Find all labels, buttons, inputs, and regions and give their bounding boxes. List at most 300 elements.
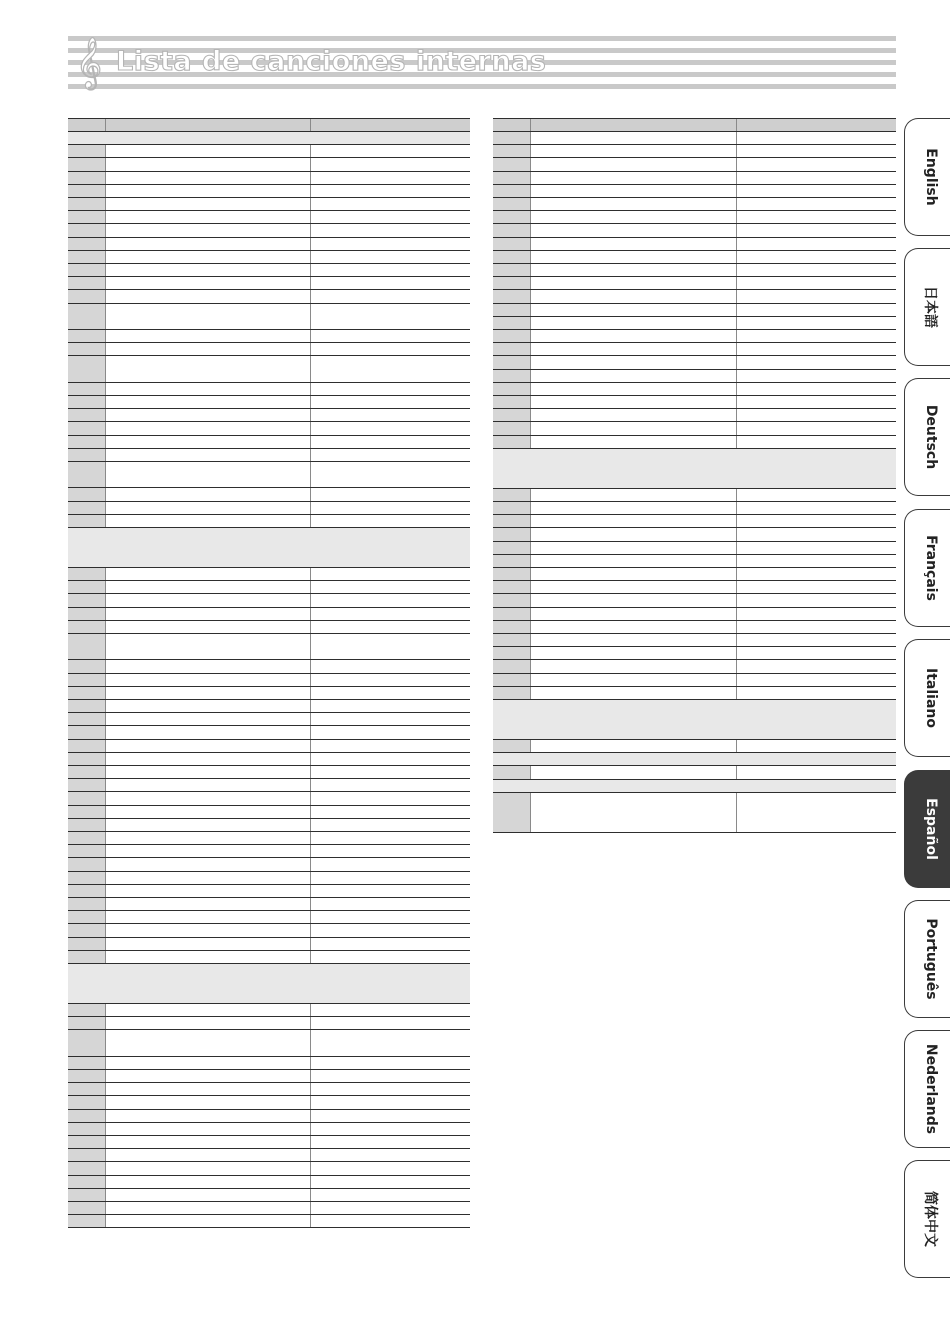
composer-cell	[311, 885, 470, 897]
song-number-cell	[68, 158, 106, 170]
song-number-cell	[68, 1162, 106, 1174]
song-title-cell	[531, 343, 737, 355]
song-title-cell	[531, 330, 737, 342]
song-number-cell	[493, 290, 531, 302]
composer-cell	[311, 396, 470, 408]
song-title-cell	[106, 792, 311, 804]
composer-cell	[737, 251, 896, 263]
table-section-row	[68, 964, 470, 1004]
song-title-cell	[106, 1110, 311, 1122]
song-title-cell	[531, 581, 737, 593]
song-number-cell	[68, 872, 106, 884]
composer-cell	[737, 370, 896, 382]
composer-cell	[311, 290, 470, 302]
composer-cell	[737, 647, 896, 659]
song-number-cell	[68, 515, 106, 527]
composer-cell	[737, 185, 896, 197]
table-row	[68, 832, 470, 845]
table-section-row	[68, 132, 470, 145]
composer-cell	[737, 145, 896, 157]
table-row	[68, 1215, 470, 1228]
table-row	[493, 251, 896, 264]
song-number-cell	[68, 1215, 106, 1227]
song-title-cell	[106, 409, 311, 421]
composer-cell	[311, 726, 470, 738]
page-title: Lista de canciones internas	[116, 46, 547, 77]
song-title-cell	[106, 1162, 311, 1174]
song-number-cell	[68, 264, 106, 276]
song-title-cell	[531, 370, 737, 382]
song-number-cell	[493, 608, 531, 620]
composer-cell	[311, 1004, 470, 1016]
language-tab-label: Italiano	[922, 668, 939, 728]
composer-cell	[311, 238, 470, 250]
song-number-cell	[493, 211, 531, 223]
table-row	[68, 660, 470, 673]
composer-cell	[311, 1083, 470, 1095]
language-tab-label: Français	[922, 535, 939, 601]
table-row	[68, 779, 470, 792]
song-title-cell	[531, 528, 737, 540]
song-number-cell	[493, 145, 531, 157]
table-row	[68, 819, 470, 832]
song-number-cell	[68, 1083, 106, 1095]
composer-cell	[311, 1096, 470, 1108]
song-title-cell	[106, 290, 311, 302]
song-number-cell	[68, 687, 106, 699]
song-title-cell	[106, 211, 311, 223]
composer-cell	[737, 581, 896, 593]
song-title-cell	[106, 1030, 311, 1055]
song-number-cell	[493, 238, 531, 250]
table-row	[493, 502, 896, 515]
table-row	[68, 356, 470, 382]
composer-cell	[311, 330, 470, 342]
table-row	[68, 911, 470, 924]
table-row	[68, 674, 470, 687]
composer-cell	[737, 594, 896, 606]
song-number-cell	[493, 581, 531, 593]
composer-cell	[311, 462, 470, 487]
composer-cell	[737, 409, 896, 421]
composer-cell	[311, 700, 470, 712]
song-number-cell	[68, 806, 106, 818]
song-number-cell	[493, 568, 531, 580]
composer-cell	[737, 224, 896, 236]
song-title-cell	[106, 806, 311, 818]
table-row	[68, 740, 470, 753]
composer-cell	[737, 290, 896, 302]
composer-cell	[737, 158, 896, 170]
table-row	[493, 356, 896, 369]
composer-cell	[311, 687, 470, 699]
song-number-cell	[68, 449, 106, 461]
table-row	[493, 145, 896, 158]
composer-cell	[737, 343, 896, 355]
composer-cell	[311, 1110, 470, 1122]
song-title-cell	[106, 924, 311, 936]
song-title-cell	[106, 1070, 311, 1082]
song-number-cell	[493, 356, 531, 368]
song-number-cell	[68, 1030, 106, 1055]
table-row	[68, 951, 470, 964]
song-title-cell	[106, 1004, 311, 1016]
table-row	[493, 370, 896, 383]
composer-cell	[311, 277, 470, 289]
song-number-cell	[493, 317, 531, 329]
song-number-cell	[68, 634, 106, 659]
table-row	[68, 251, 470, 264]
song-number-cell	[493, 555, 531, 567]
table-row	[493, 211, 896, 224]
song-title-cell	[106, 779, 311, 791]
song-number-cell	[68, 700, 106, 712]
composer-cell	[311, 621, 470, 633]
composer-cell	[311, 1162, 470, 1174]
composer-cell	[737, 172, 896, 184]
language-tab-6[interactable]	[904, 770, 950, 888]
composer-cell	[311, 872, 470, 884]
table-row	[68, 687, 470, 700]
composer-cell	[737, 304, 896, 316]
song-title-cell	[106, 832, 311, 844]
song-title-cell	[106, 608, 311, 620]
table-row	[493, 660, 896, 673]
song-title-cell	[106, 330, 311, 342]
table-row	[493, 304, 896, 317]
song-number-cell	[68, 911, 106, 923]
song-title-cell	[531, 356, 737, 368]
song-number-cell	[493, 158, 531, 170]
song-number-cell	[68, 356, 106, 381]
table-row	[493, 436, 896, 449]
table-row	[68, 1176, 470, 1189]
song-number-cell	[493, 502, 531, 514]
composer-cell	[737, 674, 896, 686]
language-tab-3[interactable]	[904, 378, 950, 496]
song-number-cell	[68, 753, 106, 765]
song-number-cell	[68, 409, 106, 421]
table-row	[68, 330, 470, 343]
language-tab-label: 日本語	[921, 286, 938, 328]
composer-cell	[737, 687, 896, 699]
table-row	[68, 264, 470, 277]
composer-cell	[737, 383, 896, 395]
song-title-cell	[106, 172, 311, 184]
song-title-cell	[531, 422, 737, 434]
composer-cell	[311, 832, 470, 844]
composer-cell	[737, 330, 896, 342]
song-title-cell	[531, 489, 737, 501]
table-row	[493, 581, 896, 594]
song-number-cell	[493, 224, 531, 236]
composer-cell	[737, 542, 896, 554]
table-row	[493, 568, 896, 581]
composer-cell	[311, 1202, 470, 1214]
composer-cell	[311, 1123, 470, 1135]
composer-cell	[311, 911, 470, 923]
table-row	[68, 634, 470, 660]
song-title-cell	[106, 885, 311, 897]
song-title-cell	[106, 1215, 311, 1227]
song-title-cell	[106, 660, 311, 672]
table-row	[68, 898, 470, 911]
song-title-cell	[106, 198, 311, 210]
song-number-cell	[68, 621, 106, 633]
song-title-cell	[106, 343, 311, 355]
song-number-cell	[493, 172, 531, 184]
composer-cell	[311, 779, 470, 791]
table-row	[68, 158, 470, 171]
composer-cell	[311, 158, 470, 170]
song-number-cell	[493, 528, 531, 540]
table-row	[68, 436, 470, 449]
song-title-cell	[106, 1176, 311, 1188]
table-row	[68, 238, 470, 251]
song-number-cell	[493, 489, 531, 501]
page-header	[68, 36, 896, 90]
song-number-cell	[68, 1136, 106, 1148]
table-row	[68, 872, 470, 885]
song-number-cell	[68, 924, 106, 936]
song-title-cell	[106, 356, 311, 381]
composer-cell	[311, 145, 470, 157]
song-title-cell	[106, 700, 311, 712]
song-title-cell	[106, 502, 311, 514]
song-title-cell	[106, 753, 311, 765]
language-tab-4[interactable]	[904, 509, 950, 627]
composer-cell	[311, 1189, 470, 1201]
song-number-cell	[493, 383, 531, 395]
song-number-cell	[68, 766, 106, 778]
song-title-cell	[106, 674, 311, 686]
song-number-cell	[68, 1202, 106, 1214]
song-number-cell	[68, 1189, 106, 1201]
song-number-cell	[493, 594, 531, 606]
song-title-cell	[106, 145, 311, 157]
composer-cell	[311, 660, 470, 672]
song-title-cell	[531, 634, 737, 646]
composer-cell	[737, 634, 896, 646]
composer-cell	[737, 766, 896, 778]
song-title-cell	[106, 224, 311, 236]
song-number-cell	[493, 264, 531, 276]
table-row	[493, 290, 896, 303]
table-row	[493, 542, 896, 555]
composer-cell	[311, 740, 470, 752]
song-number-cell	[493, 277, 531, 289]
song-number-cell	[493, 621, 531, 633]
song-title-cell	[531, 317, 737, 329]
table-row	[68, 1202, 470, 1215]
language-tab-1[interactable]	[904, 118, 950, 236]
song-number-cell	[68, 1123, 106, 1135]
composer-cell	[311, 753, 470, 765]
header-stripe	[68, 84, 896, 89]
table-row	[493, 396, 896, 409]
table-row	[68, 172, 470, 185]
song-number-cell	[493, 674, 531, 686]
song-number-cell	[493, 687, 531, 699]
language-tab-9[interactable]	[904, 1160, 950, 1278]
song-number-cell	[68, 436, 106, 448]
table-row	[68, 1057, 470, 1070]
song-number-cell	[68, 1017, 106, 1029]
composer-cell	[737, 238, 896, 250]
song-number-cell	[68, 779, 106, 791]
table-row	[493, 238, 896, 251]
composer-cell	[311, 1057, 470, 1069]
song-number-cell	[68, 185, 106, 197]
song-title-cell	[106, 740, 311, 752]
song-title-cell	[531, 766, 737, 778]
table-row	[68, 594, 470, 607]
song-title-cell	[106, 621, 311, 633]
table-row	[68, 383, 470, 396]
composer-cell	[737, 608, 896, 620]
song-title-cell	[106, 1123, 311, 1135]
column-header	[531, 119, 737, 131]
song-title-cell	[531, 198, 737, 210]
table-row	[68, 224, 470, 237]
song-number-cell	[68, 251, 106, 263]
song-number-cell	[68, 1070, 106, 1082]
song-number-cell	[68, 211, 106, 223]
table-row	[68, 1123, 470, 1136]
song-title-cell	[106, 713, 311, 725]
song-number-cell	[493, 793, 531, 832]
song-title-cell	[106, 1083, 311, 1095]
table-row	[68, 422, 470, 435]
table-row	[68, 621, 470, 634]
composer-cell	[311, 792, 470, 804]
song-number-cell	[68, 502, 106, 514]
table-row	[68, 792, 470, 805]
table-row	[68, 938, 470, 951]
table-row	[68, 845, 470, 858]
composer-cell	[737, 211, 896, 223]
language-tab-7[interactable]	[904, 900, 950, 1018]
song-number-cell	[68, 224, 106, 236]
song-number-cell	[68, 422, 106, 434]
song-number-cell	[68, 277, 106, 289]
song-number-cell	[68, 198, 106, 210]
composer-cell	[311, 422, 470, 434]
language-tab-2[interactable]	[904, 248, 950, 366]
composer-cell	[311, 304, 470, 329]
composer-cell	[311, 224, 470, 236]
table-section-row	[493, 753, 896, 766]
song-title-cell	[531, 158, 737, 170]
table-row	[493, 185, 896, 198]
composer-cell	[311, 938, 470, 950]
song-number-cell	[68, 488, 106, 500]
song-title-cell	[531, 740, 737, 752]
song-title-cell	[106, 422, 311, 434]
song-number-cell	[493, 436, 531, 448]
song-number-cell	[68, 832, 106, 844]
table-row	[68, 290, 470, 303]
composer-cell	[311, 713, 470, 725]
table-section-row	[493, 449, 896, 489]
composer-cell	[737, 422, 896, 434]
table-row	[493, 634, 896, 647]
table-row	[493, 132, 896, 145]
composer-cell	[311, 674, 470, 686]
table-row	[68, 277, 470, 290]
composer-cell	[737, 660, 896, 672]
song-number-cell	[68, 172, 106, 184]
song-title-cell	[106, 766, 311, 778]
table-row	[493, 317, 896, 330]
composer-cell	[311, 251, 470, 263]
song-number-cell	[68, 885, 106, 897]
song-title-cell	[106, 1202, 311, 1214]
song-title-cell	[106, 238, 311, 250]
composer-cell	[311, 594, 470, 606]
song-title-cell	[106, 396, 311, 408]
song-title-cell	[106, 1149, 311, 1161]
language-tab-label: Português	[922, 918, 939, 1000]
song-title-cell	[531, 409, 737, 421]
song-title-cell	[531, 687, 737, 699]
table-row	[68, 1136, 470, 1149]
song-title-cell	[531, 621, 737, 633]
composer-cell	[311, 845, 470, 857]
table-row	[493, 489, 896, 502]
composer-cell	[311, 1017, 470, 1029]
song-title-cell	[531, 132, 737, 144]
song-number-cell	[68, 462, 106, 487]
song-number-cell	[68, 330, 106, 342]
language-tab-5[interactable]	[904, 639, 950, 757]
composer-cell	[311, 634, 470, 659]
song-title-cell	[106, 264, 311, 276]
treble-clef-icon: 𝄞	[76, 37, 103, 88]
composer-cell	[311, 1070, 470, 1082]
language-tab-8[interactable]	[904, 1030, 950, 1148]
table-row	[68, 462, 470, 488]
table-row	[493, 528, 896, 541]
composer-cell	[311, 858, 470, 870]
composer-cell	[311, 766, 470, 778]
song-number-cell	[68, 568, 106, 580]
song-title-cell	[106, 568, 311, 580]
table-row	[493, 277, 896, 290]
composer-cell	[737, 277, 896, 289]
composer-cell	[737, 568, 896, 580]
language-tab-label: Nederlands	[922, 1043, 939, 1135]
song-title-cell	[106, 488, 311, 500]
composer-cell	[311, 356, 470, 381]
song-number-cell	[68, 1057, 106, 1069]
song-title-cell	[106, 634, 311, 659]
table-row	[68, 343, 470, 356]
song-number-cell	[68, 1096, 106, 1108]
song-title-cell	[106, 462, 311, 487]
table-row	[68, 1070, 470, 1083]
song-title-cell	[531, 290, 737, 302]
song-number-cell	[68, 238, 106, 250]
composer-cell	[737, 793, 896, 832]
table-row	[68, 1189, 470, 1202]
song-number-cell	[68, 304, 106, 329]
song-title-cell	[106, 158, 311, 170]
song-title-cell	[531, 793, 737, 832]
composer-cell	[311, 806, 470, 818]
song-number-cell	[68, 1149, 106, 1161]
song-title-cell	[531, 594, 737, 606]
